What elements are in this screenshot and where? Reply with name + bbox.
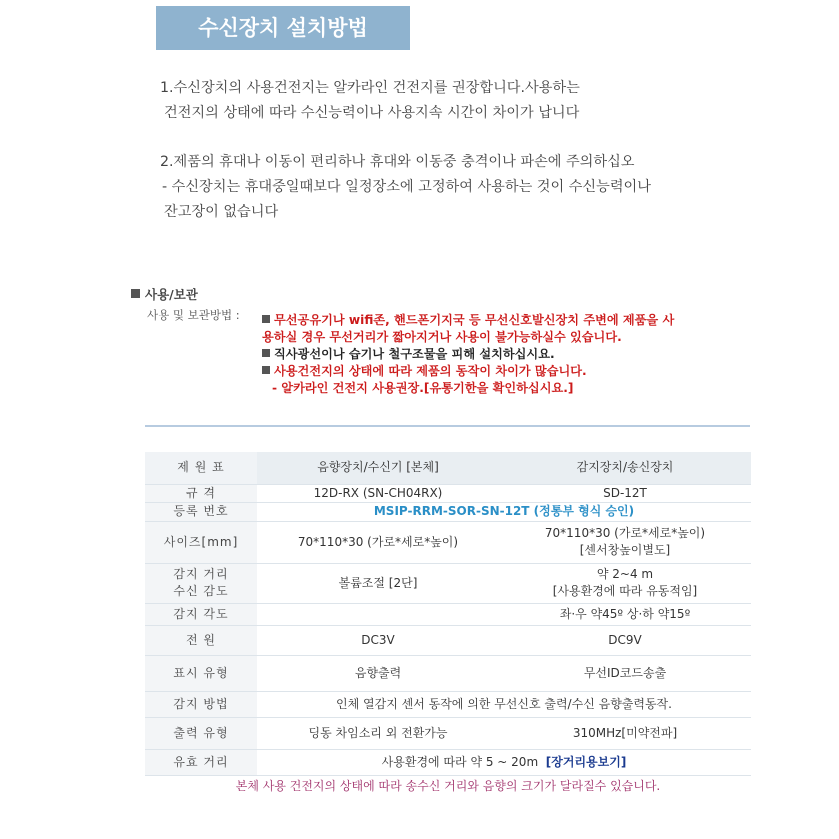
footer-note: 본체 사용 건전지의 상태에 따라 송수신 거리와 음향의 크기가 달라질수 있습니다. [235, 779, 661, 793]
note-line: 2.제품의 휴대나 이동이 편리하나 휴대와 이동중 충격이나 파손에 주의하십오 [160, 154, 635, 170]
table-row [145, 691, 751, 717]
row-label: 전 원 [145, 625, 257, 655]
header-label: 제 원 표 [145, 452, 257, 484]
note-line: 1.수신장치의 사용건전지는 알카라인 건전지를 권장합니다.사용하는 [160, 80, 580, 96]
note-line: 건전지의 상태에 따라 수신능력이나 사용지속 시간이 차이가 납니다 [164, 105, 580, 121]
row-label: 감지 거리 수신 감도 [145, 563, 257, 603]
usage-warnings [262, 312, 742, 397]
table-row [145, 749, 751, 775]
section-divider [145, 425, 750, 427]
row-label: 감지 방법 [145, 691, 257, 717]
cell: 70*110*30 (가로*세로*높이) [센서창높이별도] [499, 521, 751, 563]
warning-line: 무선공유기나 wifi존, 핸드폰기지국 등 무선신호발신장치 주변에 제품을 사 [262, 312, 742, 329]
table-row [145, 603, 751, 625]
header-col2: 감지장치/송신장치 [499, 452, 751, 484]
cell: 음향출력 [257, 655, 499, 691]
row-label: 사이즈[mm] [145, 521, 257, 563]
cell: 딩동 차임소리 외 전환가능 [257, 717, 499, 749]
row-label: 출력 유형 [145, 717, 257, 749]
square-bullet-icon [131, 289, 140, 298]
row-label: 등록 번호 [145, 502, 257, 521]
cell: DC3V [257, 625, 499, 655]
long-range-link[interactable]: [장거리용보기] [545, 754, 627, 769]
cell: 사용환경에 따라 약 5 ~ 20m [장거리용보기] [257, 749, 751, 775]
usage-label: 사용 및 보관방법 : [147, 308, 240, 322]
usage-section-title [131, 285, 198, 303]
cell [257, 603, 499, 625]
spec-table [145, 452, 751, 776]
table-row [145, 521, 751, 563]
table-row [145, 563, 751, 603]
header-col1: 음향장치/수신기 [본체] [257, 452, 499, 484]
cell: 무선ID코드송출 [499, 655, 751, 691]
table-row [145, 452, 751, 484]
warning-line: - 알카라인 건전지 사용권장.[유통기한을 확인하십시요.] [272, 381, 574, 395]
cell: 70*110*30 (가로*세로*높이) [257, 521, 499, 563]
warning-line: 용하실 경우 무선거리가 짧아지거나 사용이 불가능하실수 있습니다. [262, 330, 622, 344]
cell: 310MHz[미약전파] [499, 717, 751, 749]
warning-line: 직사광선이나 습기나 철구조물을 피해 설치하십시요. [262, 346, 742, 363]
install-notes [160, 76, 720, 225]
square-bullet-icon [262, 349, 270, 357]
row-label: 규 격 [145, 484, 257, 502]
cell: SD-12T [499, 484, 751, 502]
cell: 12D-RX (SN-CH04RX) [257, 484, 499, 502]
registration-number: MSIP-RRM-SOR-SN-12T (정통부 형식 승인) [257, 502, 751, 521]
usage-section-label: 사용/보관 [145, 287, 198, 302]
row-label: 유효 거리 [145, 749, 257, 775]
cell: DC9V [499, 625, 751, 655]
table-row [145, 655, 751, 691]
row-label: 표시 유형 [145, 655, 257, 691]
square-bullet-icon [262, 366, 270, 374]
cell: 볼륨조절 [2단] [257, 563, 499, 603]
page-title-banner: 수신장치 설치방법 [156, 6, 410, 50]
table-row [145, 484, 751, 502]
cell: 좌·우 약45º 상·하 약15º [499, 603, 751, 625]
note-line: 잔고장이 없습니다 [164, 204, 279, 220]
square-bullet-icon [262, 315, 270, 323]
table-row [145, 717, 751, 749]
cell: 약 2~4 m [사용환경에 따라 유동적임] [499, 563, 751, 603]
table-row [145, 625, 751, 655]
cell: 인체 열감지 센서 동작에 의한 무선신호 출력/수신 음향출력동작. [257, 691, 751, 717]
note-line: - 수신장치는 휴대중일때보다 일정장소에 고정하여 사용하는 것이 수신능력이나 [162, 179, 651, 195]
warning-line: 사용건전지의 상태에 따라 제품의 동작이 차이가 많습니다. [262, 363, 742, 380]
row-label: 감지 각도 [145, 603, 257, 625]
table-row [145, 502, 751, 521]
